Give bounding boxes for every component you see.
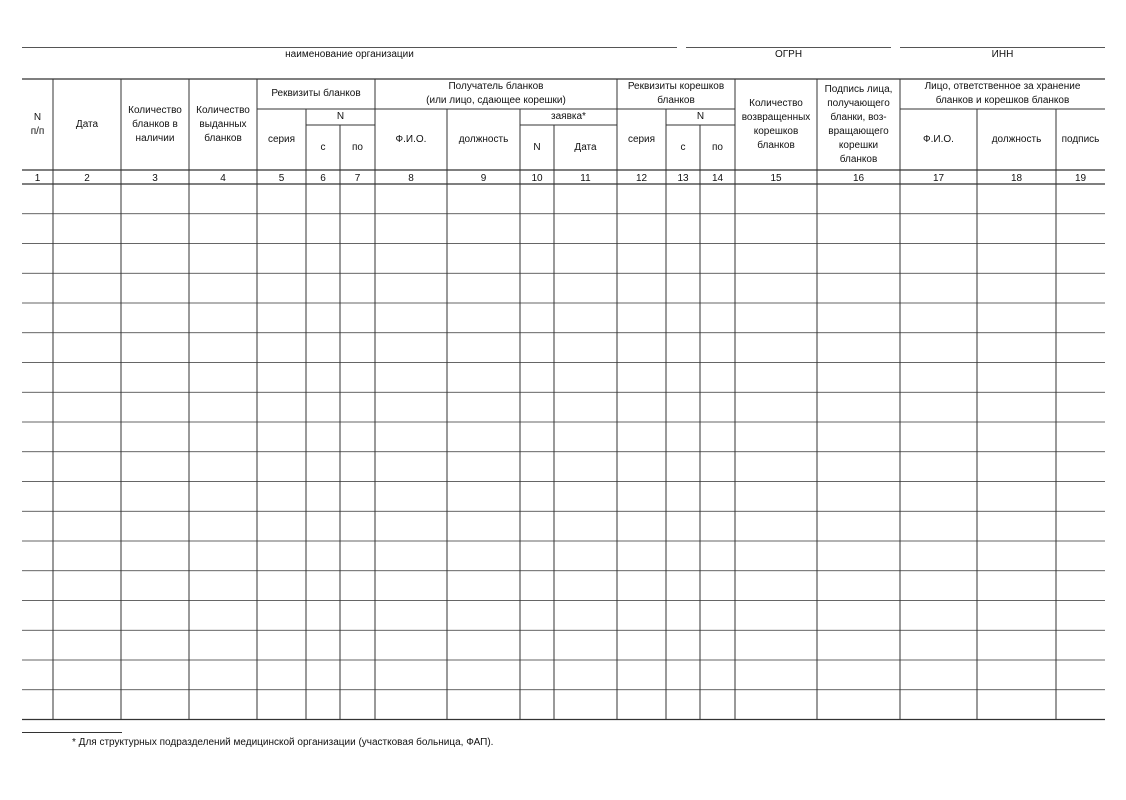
column-number: 1 [34, 173, 41, 184]
column-number: 16 [852, 173, 865, 184]
header-resp-position: должность [991, 133, 1042, 145]
column-number: 6 [320, 173, 326, 184]
header-blank-details: Реквизиты бланков [271, 88, 361, 99]
header-signature-receiver: Подпись лица, получающего бланки, воз- вращающего корешки бланков [824, 83, 893, 165]
header-stub-to: по [712, 141, 723, 153]
header-stub-details: Реквизиты корешков бланков [627, 81, 725, 106]
column-number: 12 [635, 173, 648, 184]
column-number: 4 [220, 173, 226, 184]
column-number: 18 [1010, 173, 1023, 184]
column-number: 14 [711, 173, 724, 184]
header-stub-n: N [696, 111, 705, 122]
header-request-n: N [533, 141, 541, 153]
column-number: 13 [677, 173, 689, 184]
column-number: 2 [84, 173, 90, 184]
header-from: с [320, 141, 326, 153]
header-request-date: Дата [574, 141, 597, 153]
header-to: по [352, 141, 363, 153]
header-date: Дата [75, 118, 99, 130]
header-recipient: Получатель бланков (или лицо, сдающее корешки) [426, 81, 566, 106]
header-resp-fio: Ф.И.О. [923, 133, 954, 145]
column-number: 19 [1074, 173, 1087, 184]
inn-label: ИНН [991, 49, 1014, 60]
column-number: 17 [932, 173, 945, 184]
header-fio: Ф.И.О. [395, 133, 427, 145]
footnote-rule [22, 732, 122, 733]
org-name-label: наименование организации [285, 49, 414, 60]
header-series: серия [267, 133, 296, 145]
column-number: 3 [152, 173, 158, 184]
header-n: N [336, 111, 345, 122]
header-qty-issued: Количество выданных бланков [196, 104, 250, 144]
column-number: 11 [580, 173, 591, 184]
column-number: 9 [480, 173, 487, 184]
column-number: 8 [408, 173, 414, 184]
header-stub-from: с [680, 141, 686, 153]
header-resp-signature: подпись [1061, 133, 1100, 145]
header-request: заявка* [551, 111, 586, 122]
header-qty-available: Количество бланков в наличии [128, 104, 182, 144]
column-number: 5 [278, 173, 285, 184]
header-returned-stubs: Количество возвращенных корешков бланков [741, 97, 811, 151]
footnote: * Для структурных подразделений медицинской организации (участковая больница, ФАП). [72, 737, 494, 748]
header-responsible: Лицо, ответственное за хранение бланков и корешков бланков [924, 81, 1081, 106]
ogrn-label: ОГРН [774, 49, 803, 60]
column-number: 15 [770, 173, 782, 184]
header-position: должность [458, 133, 509, 145]
header-stub-series: серия [627, 133, 656, 145]
column-number: 10 [531, 173, 543, 184]
column-number: 7 [354, 173, 361, 184]
header-num: N п/п [30, 111, 45, 137]
